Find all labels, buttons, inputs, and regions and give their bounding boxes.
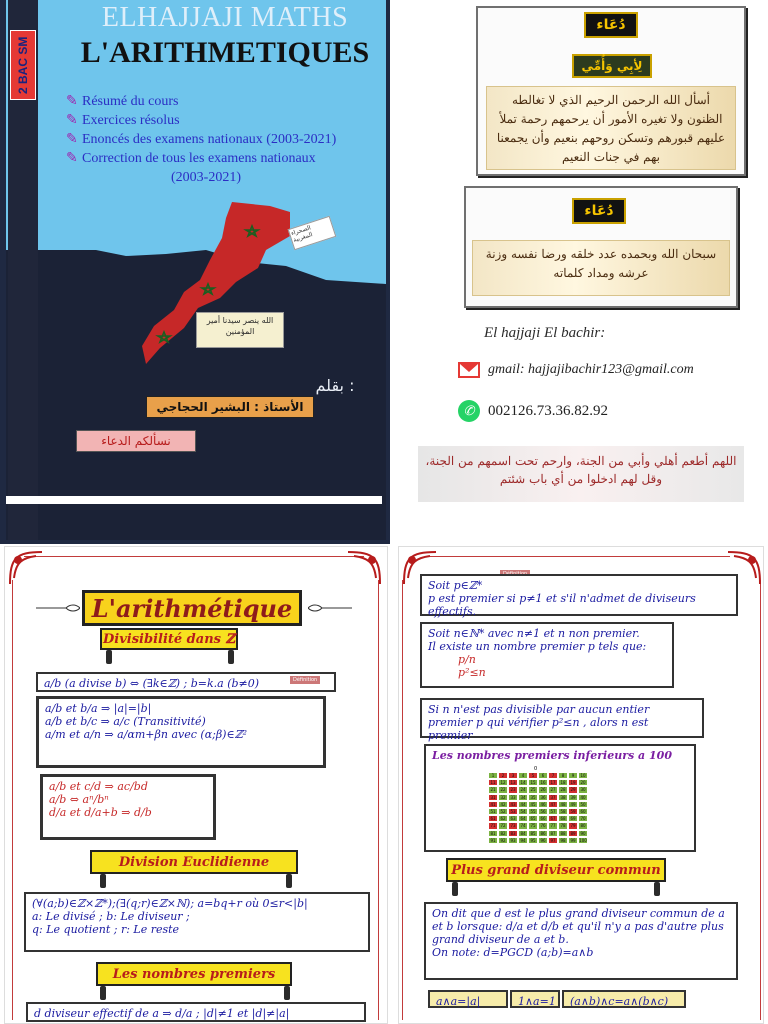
cover-brand: ELHAJJAJI MATHS [101, 2, 349, 33]
grid-cell: 33 [508, 794, 518, 801]
section-title: Division Euclidienne [90, 850, 298, 874]
primes-table-title: Les nombres premiers inferieurs a 100 [432, 749, 672, 762]
grid-cell: 72 [498, 822, 508, 829]
lamp-icon [654, 882, 660, 896]
grid-cell: 55 [528, 808, 538, 815]
grid-cell: 27 [548, 786, 558, 793]
grid-cell: 80 [578, 822, 588, 829]
grid-cell: 81 [488, 830, 498, 837]
grid-cell: 42 [498, 801, 508, 808]
grid-cell: 61 [488, 815, 498, 822]
grid-cell: 52 [498, 808, 508, 815]
grid-cell: 73 [508, 822, 518, 829]
grid-cell: 51 [488, 808, 498, 815]
frame-line [378, 580, 379, 1020]
table-header: 0 [534, 766, 538, 772]
grid-cell: 48 [558, 801, 568, 808]
definition-box: a/b (a divise b) ⇔ (∃k∈ℤ) ; b=k.a (b≠0) [36, 672, 336, 692]
pgcd-note: On note: d=PGCD (a;b)=a∧b [432, 946, 594, 959]
grid-cell: 21 [488, 786, 498, 793]
grid-cell: 99 [568, 837, 578, 844]
corner-ornament-icon [6, 548, 46, 588]
grid-cell: 68 [558, 815, 568, 822]
property-chip: 1∧a=1 [510, 990, 560, 1008]
closing-duaa: اللهم أطعم أهلي وأبي من الجنة، وارحم تحت اسمهم من الجنة، وقل لهم ادخلوا من أي باب شئتم [418, 446, 744, 502]
pen-icon: ✎ [66, 151, 78, 166]
grid-cell: 8 [558, 772, 568, 779]
grid-cell: 5 [528, 772, 538, 779]
grid-cell: 63 [508, 815, 518, 822]
property-line: a/b et b/a ⇒ |a|=|b| [45, 702, 152, 715]
duaa-text: أسأل الله الرحمن الرحيم الذي لا تغالطه الظنون ولا تغيره الأمور أن يرحمهم رحمة تملأ عليهم قبورهم وتسكن روحهم بنعيم وأن يجمعنا بهم في جنات النعيم [486, 86, 736, 170]
grid-cell: 69 [568, 815, 578, 822]
grid-cell: 37 [548, 794, 558, 801]
frame-line [760, 580, 761, 1020]
prayer-plate: نسألكم الدعاء [76, 430, 196, 452]
grid-cell: 12 [498, 779, 508, 786]
duaa-title: دُعَاء [584, 12, 638, 38]
division-definition: (∀(a;b)∈ℤ×ℤ*);(∃(q;r)∈ℤ×ℕ); a=bq+r où 0≤r<|b| [32, 897, 308, 910]
section-title: Divisibilité dans ℤ [100, 628, 238, 650]
map-caption-card: الله ينصر سيدنا أمير المؤمنين [196, 312, 284, 348]
cover-title: L'ARITHMETIQUES [80, 36, 370, 69]
grid-cell: 22 [498, 786, 508, 793]
grid-cell: 9 [568, 772, 578, 779]
grid-cell: 11 [488, 779, 498, 786]
properties-box [36, 696, 326, 768]
property-line: a/b et c/d ⇒ ac/bd [49, 780, 148, 793]
grid-cell: 43 [508, 801, 518, 808]
property-line: a/b ⇔ aⁿ/bⁿ [49, 793, 109, 806]
grid-cell: 84 [518, 830, 528, 837]
grid-cell: 45 [528, 801, 538, 808]
cover-bottom-bar [6, 496, 382, 504]
property-chip: (a∧b)∧c=a∧(b∧c) [562, 990, 686, 1008]
grid-cell: 66 [538, 815, 548, 822]
grid-cell: 54 [518, 808, 528, 815]
level-badge: 2 BAC SM [10, 30, 36, 100]
lamp-icon [228, 650, 234, 664]
grid-cell: 70 [578, 815, 588, 822]
duaa-subtitle: لِأبِي وَأُمِّي [572, 54, 652, 78]
map-annotation: الصحراء المغربية [288, 216, 337, 251]
definition-box: d diviseur effectif de a ⇒ d/a ; |d|≠1 et |d|≠|a| [26, 1002, 366, 1022]
grid-cell: 24 [518, 786, 528, 793]
grid-cell: 59 [568, 808, 578, 815]
grid-cell: 23 [508, 786, 518, 793]
pgcd-definition-box [424, 902, 738, 980]
flourish-icon [36, 604, 80, 612]
property-chip: a∧a=|a| [428, 990, 508, 1008]
whatsapp-icon: ✆ [458, 400, 480, 422]
lamp-icon [106, 650, 112, 664]
grid-cell: 41 [488, 801, 498, 808]
duaa-panel-parents [476, 6, 746, 176]
grid-cell: 53 [508, 808, 518, 815]
property-line: a/m et a/n ⇒ a/αm+βn avec (α;β)∈ℤ² [45, 728, 248, 741]
grid-cell: 47 [548, 801, 558, 808]
grid-cell: 28 [558, 786, 568, 793]
frame-line [12, 580, 13, 1020]
nonprime-line: Il existe un nombre premier p tels que: [428, 640, 647, 653]
grid-cell: 92 [498, 837, 508, 844]
grid-cell: 96 [538, 837, 548, 844]
grid-cell: 16 [538, 779, 548, 786]
grid-cell: 93 [508, 837, 518, 844]
grid-cell: 20 [578, 779, 588, 786]
grid-cell: 100 [579, 837, 587, 843]
grid-cell: 97 [548, 837, 558, 844]
grid-cell: 32 [498, 794, 508, 801]
grid-cell: 57 [548, 808, 558, 815]
pen-icon: ✎ [66, 94, 78, 109]
grid-cell: 3 [508, 772, 518, 779]
grid-cell: 91 [488, 837, 498, 844]
duaa-text: سبحان الله وبحمده عدد خلقه ورضا نفسه وزنة عرشه ومداد كلماته [472, 240, 730, 296]
grid-cell: 18 [558, 779, 568, 786]
property-line: a/b et b/c ⇒ a/c (Transitivité) [45, 715, 206, 728]
property-line: d/a et d/a+b ⇒ d/b [49, 806, 152, 819]
section-title: Plus grand diviseur commun [446, 858, 666, 882]
frame-line [24, 556, 364, 557]
grid-cell: 2 [498, 772, 508, 779]
lamp-icon [100, 874, 106, 888]
grid-cell: 31 [488, 794, 498, 801]
frame-line [402, 580, 403, 1020]
list-item: ✎ Exercices résolus [66, 113, 180, 128]
grid-cell: 13 [508, 779, 518, 786]
cover-contents-list [66, 92, 386, 187]
lamp-icon [452, 882, 458, 896]
grid-cell: 82 [498, 830, 508, 837]
grid-cell: 14 [518, 779, 528, 786]
nonprime-conditions: p/n p²≤n [458, 653, 486, 679]
grid-cell: 65 [528, 815, 538, 822]
definition-tag: Définition [290, 676, 320, 684]
grid-cell: 67 [548, 815, 558, 822]
grid-cell: 40 [578, 794, 588, 801]
grid-cell: 7 [548, 772, 558, 779]
book-cover [0, 0, 390, 544]
pgcd-definition: On dit que d est le plus grand diviseur commun de a et b lorsque: d/a et d/b et qu'il n'y a pas d'autre plus grand diviseur de a et b. [432, 907, 725, 946]
grid-cell: 77 [548, 822, 558, 829]
lamp-icon [284, 986, 290, 1000]
email-row [458, 362, 694, 378]
professor-name-plate: الأستاذ : البشير الحجاجي [146, 396, 314, 418]
corner-ornament-icon [344, 548, 384, 588]
grid-cell: 15 [528, 779, 538, 786]
grid-cell: 30 [578, 786, 588, 793]
grid-cell: 29 [568, 786, 578, 793]
grid-cell: 95 [528, 837, 538, 844]
division-terms: a: Le divisé ; b: Le diviseur ; [32, 910, 190, 923]
grid-cell: 74 [518, 822, 528, 829]
grid-cell: 49 [568, 801, 578, 808]
grid-cell: 50 [578, 801, 588, 808]
section-title: Les nombres premiers [96, 962, 292, 986]
division-terms: q: Le quotient ; r: Le reste [32, 923, 180, 936]
grid-cell: 19 [568, 779, 578, 786]
grid-cell: 39 [568, 794, 578, 801]
prime-definition: p est premier si p≠1 et s'il n'admet de diviseurs effectifs. [428, 592, 696, 618]
grid-cell: 79 [568, 822, 578, 829]
duaa-panel-tasbih [464, 186, 738, 308]
grid-cell: 60 [578, 808, 588, 815]
grid-cell: 64 [518, 815, 528, 822]
byline: بقلم : [315, 376, 355, 395]
grid-cell: 62 [498, 815, 508, 822]
gmail-icon [458, 362, 480, 378]
properties-box [40, 774, 216, 840]
grid-cell: 36 [538, 794, 548, 801]
grid-cell: 25 [528, 786, 538, 793]
grid-cell: 56 [538, 808, 548, 815]
nonprime-box [420, 622, 674, 688]
grid-cell: 83 [508, 830, 518, 837]
list-item: ✎ Enoncés des examens nationaux (2003-2021) [66, 132, 337, 147]
duaa-title: دُعَاء [572, 198, 626, 224]
grid-cell: 89 [568, 830, 578, 837]
grid-cell: 10 [578, 772, 588, 779]
phone-text[interactable]: 002126.73.36.82.92 [488, 402, 608, 419]
grid-cell: 94 [518, 837, 528, 844]
grid-cell: 4 [518, 772, 528, 779]
grid-cell: 35 [528, 794, 538, 801]
grid-cell: 26 [538, 786, 548, 793]
grid-cell: 46 [538, 801, 548, 808]
division-box [24, 892, 370, 952]
grid-cell: 58 [558, 808, 568, 815]
grid-cell: 78 [558, 822, 568, 829]
pen-icon: ✎ [66, 113, 78, 128]
grid-cell: 98 [558, 837, 568, 844]
prime-definition-box [420, 574, 738, 616]
prime-soit: Soit p∈ℤ* [428, 579, 483, 592]
email-text[interactable]: gmail: hajjajibachir123@gmail.com [488, 362, 694, 377]
contents-years: (2003-2021) [171, 170, 241, 185]
grid-cell: 87 [548, 830, 558, 837]
flourish-icon [308, 604, 352, 612]
grid-cell: 86 [538, 830, 548, 837]
grid-cell: 76 [538, 822, 548, 829]
grid-cell: 6 [538, 772, 548, 779]
list-item: ✎ Correction de tous les examens nationaux [66, 151, 316, 166]
grid-cell: 17 [548, 779, 558, 786]
primes-grid [488, 772, 588, 844]
grid-cell: 88 [558, 830, 568, 837]
page-title: L'arithmétique [82, 590, 302, 626]
grid-cell: 71 [488, 822, 498, 829]
grid-cell: 1 [488, 772, 498, 779]
primality-criterion-box: Si n n'est pas divisible par aucun entier premier p qui vérifier p²≤n , alors n est premier [420, 698, 704, 738]
grid-cell: 44 [518, 801, 528, 808]
frame-line [430, 556, 730, 557]
grid-cell: 75 [528, 822, 538, 829]
phone-row [458, 400, 608, 422]
lamp-icon [286, 874, 292, 888]
author-name: El hajjaji El bachir: [484, 325, 606, 341]
grid-cell: 85 [528, 830, 538, 837]
grid-cell: 90 [578, 830, 588, 837]
grid-cell: 34 [518, 794, 528, 801]
lamp-icon [100, 986, 106, 1000]
list-item: ✎ Résumé du cours [66, 94, 179, 109]
pen-icon: ✎ [66, 132, 78, 147]
nonprime-line: Soit n∈ℕ* avec n≠1 et n non premier. [428, 627, 640, 640]
grid-cell: 38 [558, 794, 568, 801]
